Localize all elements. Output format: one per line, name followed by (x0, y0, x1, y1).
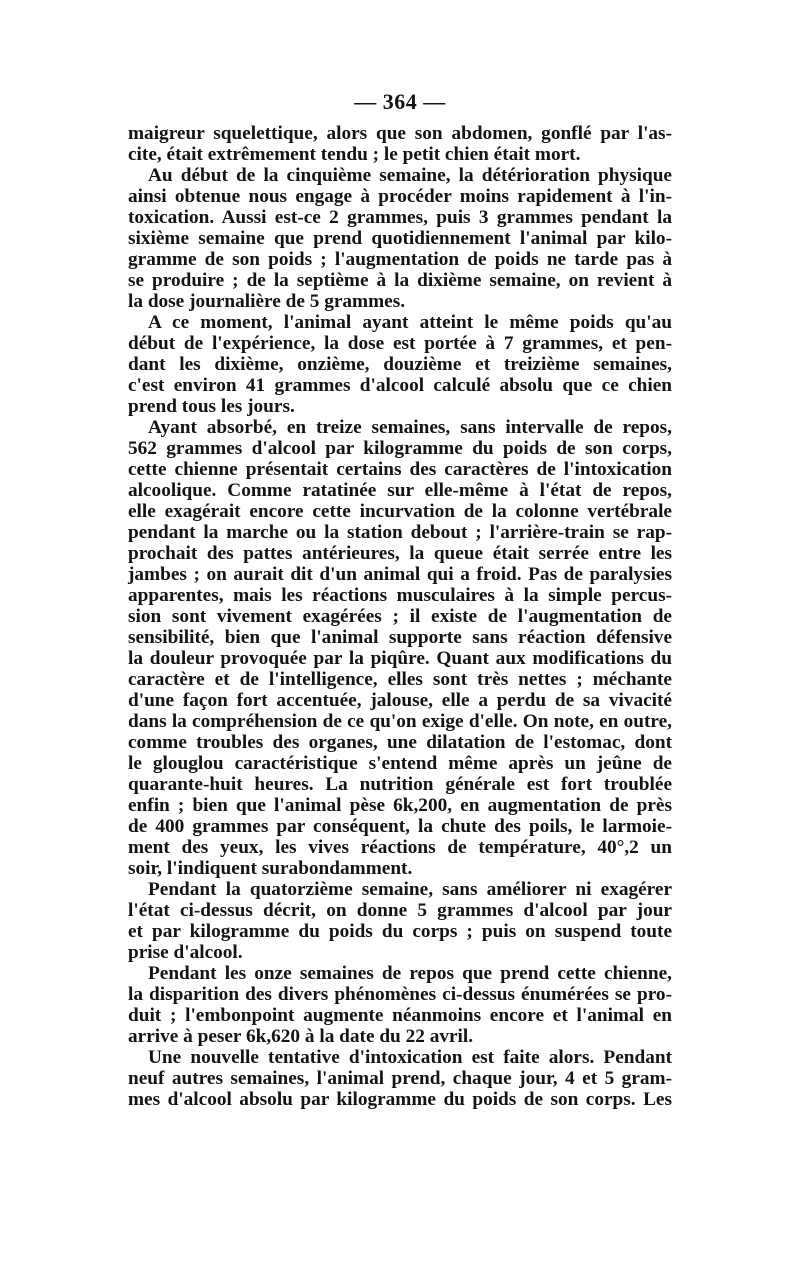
text-line: A ce moment, l'animal ayant atteint le même poids qu'au (148, 312, 672, 333)
text-line: prochait des pattes antérieures, la queue était serrée entre les (128, 543, 672, 564)
text-line: sion sont vivement exagérées ; il existe de l'augmentation de (128, 606, 672, 627)
text-line: caractère et de l'intelligence, elles sont très nettes ; méchante (128, 669, 672, 690)
text-line: arrive à peser 6k,620 à la date du 22 avril. (128, 1026, 474, 1047)
text-line: ment des yeux, les vives réactions de température, 40°,2 un (128, 837, 672, 858)
text-line: elle exagérait encore cette incurvation de la colonne vertébrale (128, 501, 672, 522)
text-line: pendant la marche ou la station debout ; l'arrière-train se rap- (128, 522, 672, 543)
text-line: jambes ; on aurait dit d'un animal qui a froid. Pas de paralysies (128, 564, 672, 585)
text-line: mes d'alcool absolu par kilogramme du poids de son corps. Les (128, 1089, 672, 1110)
text-line: de 400 grammes par conséquent, la chute des poils, le larmoie- (128, 816, 672, 837)
text-line: se produire ; de la septième à la dixième semaine, on revient à (128, 270, 672, 291)
text-line: duit ; l'embonpoint augmente néanmoins encore et l'animal en (128, 1005, 672, 1026)
text-line: cite, était extrêmement tendu ; le petit chien était mort. (128, 144, 581, 165)
text-line: la douleur provoquée par la piqûre. Quant aux modifications du (128, 648, 672, 669)
text-line: alcoolique. Comme ratatinée sur elle-même à l'état de repos, (128, 480, 672, 501)
text-line: dant les dixième, onzième, douzième et treizième semaines, (128, 354, 672, 375)
text-line: Ayant absorbé, en treize semaines, sans intervalle de repos, (148, 417, 672, 438)
text-line: la dose journalière de 5 grammes. (128, 291, 406, 312)
text-line: la disparition des divers phénomènes ci-dessus énumérées se pro- (128, 984, 672, 1005)
text-line: apparentes, mais les réactions musculaires à la simple percus- (128, 585, 672, 606)
text-line: l'état ci-dessus décrit, on donne 5 grammes d'alcool par jour (128, 900, 672, 921)
text-line: comme troubles des organes, une dilatation de l'estomac, dont (128, 732, 672, 753)
text-line: ainsi obtenue nous engage à procéder moins rapidement à l'in- (128, 186, 672, 207)
text-line: 562 grammes d'alcool par kilogramme du poids de son corps, (128, 438, 672, 459)
text-line: c'est environ 41 grammes d'alcool calculé absolu que ce chien (128, 375, 672, 396)
text-line: quarante-huit heures. La nutrition générale est fort troublée (128, 774, 672, 795)
text-line: Au début de la cinquième semaine, la détérioration physique (148, 165, 672, 186)
text-line: et par kilogramme du poids du corps ; puis on suspend toute (128, 921, 672, 942)
text-line: maigreur squelettique, alors que son abdomen, gonflé par l'as- (128, 123, 672, 144)
text-line: dans la compréhension de ce qu'on exige d'elle. On note, en outre, (128, 711, 672, 732)
text-line: prend tous les jours. (128, 396, 295, 417)
text-line: sixième semaine que prend quotidiennement l'animal par kilo- (128, 228, 672, 249)
text-line: d'une façon fort accentuée, jalouse, elle a perdu de sa vivacité (128, 690, 672, 711)
text-line: début de l'expérience, la dose est portée à 7 grammes, et pen- (128, 333, 672, 354)
text-line: Pendant les onze semaines de repos que prend cette chienne, (148, 963, 672, 984)
body-text (128, 123, 672, 1110)
text-line: enfin ; bien que l'animal pèse 6k,200, en augmentation de près (128, 795, 672, 816)
page-number-header: — 364 — (354, 89, 446, 114)
text-line: sensibilité, bien que l'animal supporte sans réaction défensive (128, 627, 672, 648)
text-line: gramme de son poids ; l'augmentation de poids ne tarde pas à (128, 249, 672, 270)
text-line: toxication. Aussi est-ce 2 grammes, puis 3 grammes pendant la (128, 207, 672, 228)
text-line: cette chienne présentait certains des caractères de l'intoxication (128, 459, 672, 480)
text-line: neuf autres semaines, l'animal prend, chaque jour, 4 et 5 gram- (128, 1068, 672, 1089)
text-line: Une nouvelle tentative d'intoxication est faite alors. Pendant (148, 1047, 672, 1068)
text-line: soir, l'indiquent surabondamment. (128, 858, 413, 879)
text-line: prise d'alcool. (128, 942, 243, 963)
text-line: Pendant la quatorzième semaine, sans améliorer ni exagérer (148, 879, 672, 900)
text-line: le glouglou caractéristique s'entend même après un jeûne de (128, 753, 672, 774)
